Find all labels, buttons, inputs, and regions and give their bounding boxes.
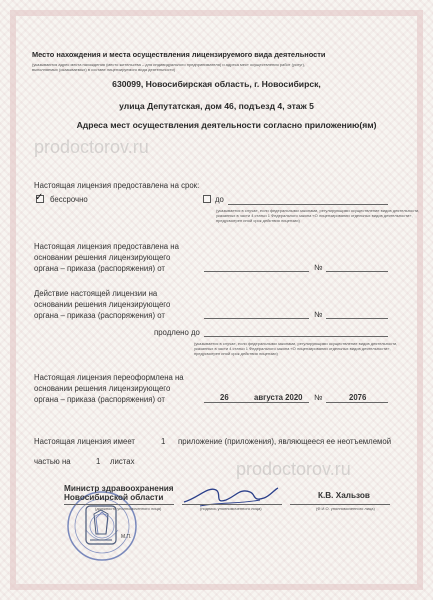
appendix-part-pre: частью на [34,457,71,466]
address-line: улица Депутатская, дом 46, подъезд 4, этаж 5 [119,101,314,111]
signature-note: (подпись уполномоченного лица) [200,506,262,511]
seal-mark: М.П. [121,534,132,540]
term-note: предусмотрен иной срок действия лицензии) [216,218,300,223]
name-underline [290,504,390,505]
appendix-pre: Настоящая лицензия имеет [34,437,135,446]
appendix-post: приложение (приложения), являющееся ее неотъемлемой [178,437,392,446]
reissued-month-year: августа 2020 [254,393,303,402]
watermark: prodoctorov.ru [236,459,351,479]
reissued-text: Настоящая лицензия переоформлена на [34,373,184,382]
extended-until-line [204,336,388,337]
extended-number-sign: № [314,310,323,319]
extended-text: органа – приказа (распоряжения) от [34,311,165,320]
extended-text: основании решения лицензирующего [34,300,171,309]
signer-name: К.В. Хальзов [318,491,370,500]
extended-note: указанных в части 4 статьи 1 Федерального закона «О лицензировании отдельных видов деятельности», [194,346,391,351]
granted-text: органа – приказа (распоряжения) от [34,264,165,273]
header-note: (указываются адрес места нахождения (место жительства – для индивидуального предпринимателя) и адреса мест осуществления работ (услуг), [32,62,306,67]
term-label: Настоящая лицензия предоставлена на срок: [34,181,200,190]
extended-note: предусмотрен иной срок действия лицензии) [194,351,278,356]
appendix-sheets-label: листах [110,457,135,466]
signature-underline [182,504,282,505]
term-until: до [215,195,224,204]
term-note: указанных в части 4 статьи 1 Федерального закона «О лицензировании отдельных видов деятельности», [216,213,413,218]
appendix-sheets: 1 [96,457,101,466]
granted-number-sign: № [314,263,323,272]
name-note: (Ф.И.О. уполномоченного лица) [316,506,375,511]
extended-text: Действие настоящей лицензии на [34,289,158,298]
address-appendix-line: Адреса мест осуществления деятельности согласно приложению(ям) [76,120,377,130]
reissued-number-line [326,402,388,403]
reissued-number-sign: № [314,393,323,402]
reissued-text: органа – приказа (распоряжения) от [34,395,165,404]
extended-until: продлено до [154,328,200,337]
position-underline [64,504,174,505]
signer-position: Министр здравоохранения [64,484,174,493]
term-note: (указывается в случае, если федеральными законами, регулирующими осуществление видов деятельности, [216,208,420,213]
extended-note: (указывается в случае, если федеральными законами, регулирующими осуществление видов деятельности, [194,341,398,346]
address-line: 630099, Новосибирская область, г. Новосибирск, [112,79,321,89]
term-underline [228,204,388,205]
granted-date-line [204,271,309,272]
until-checkbox [203,195,211,203]
reissued-day: 26 [220,393,229,402]
granted-number-line [326,271,388,272]
reissued-number: 2076 [349,393,367,402]
term-indefinite: бессрочно [50,195,88,204]
signer-position: Новосибирской области [64,493,164,502]
extended-date-line [204,318,309,319]
granted-text: Настоящая лицензия предоставлена на [34,242,179,251]
watermark: prodoctorov.ru [34,137,149,157]
appendix-count: 1 [161,437,166,446]
position-note: (должность уполномоченного лица) [95,506,162,511]
header-title: Место нахождения и места осуществления лицензируемого вида деятельности [32,50,326,59]
header-note: выполняемых (оказываемых) в составе лицензируемого вида деятельности) [32,67,176,72]
granted-text: основании решения лицензирующего [34,253,171,262]
extended-number-line [326,318,388,319]
check-mark-icon: ✓ [35,192,44,203]
reissued-text: основании решения лицензирующего [34,384,171,393]
reissued-date-line [204,402,309,403]
